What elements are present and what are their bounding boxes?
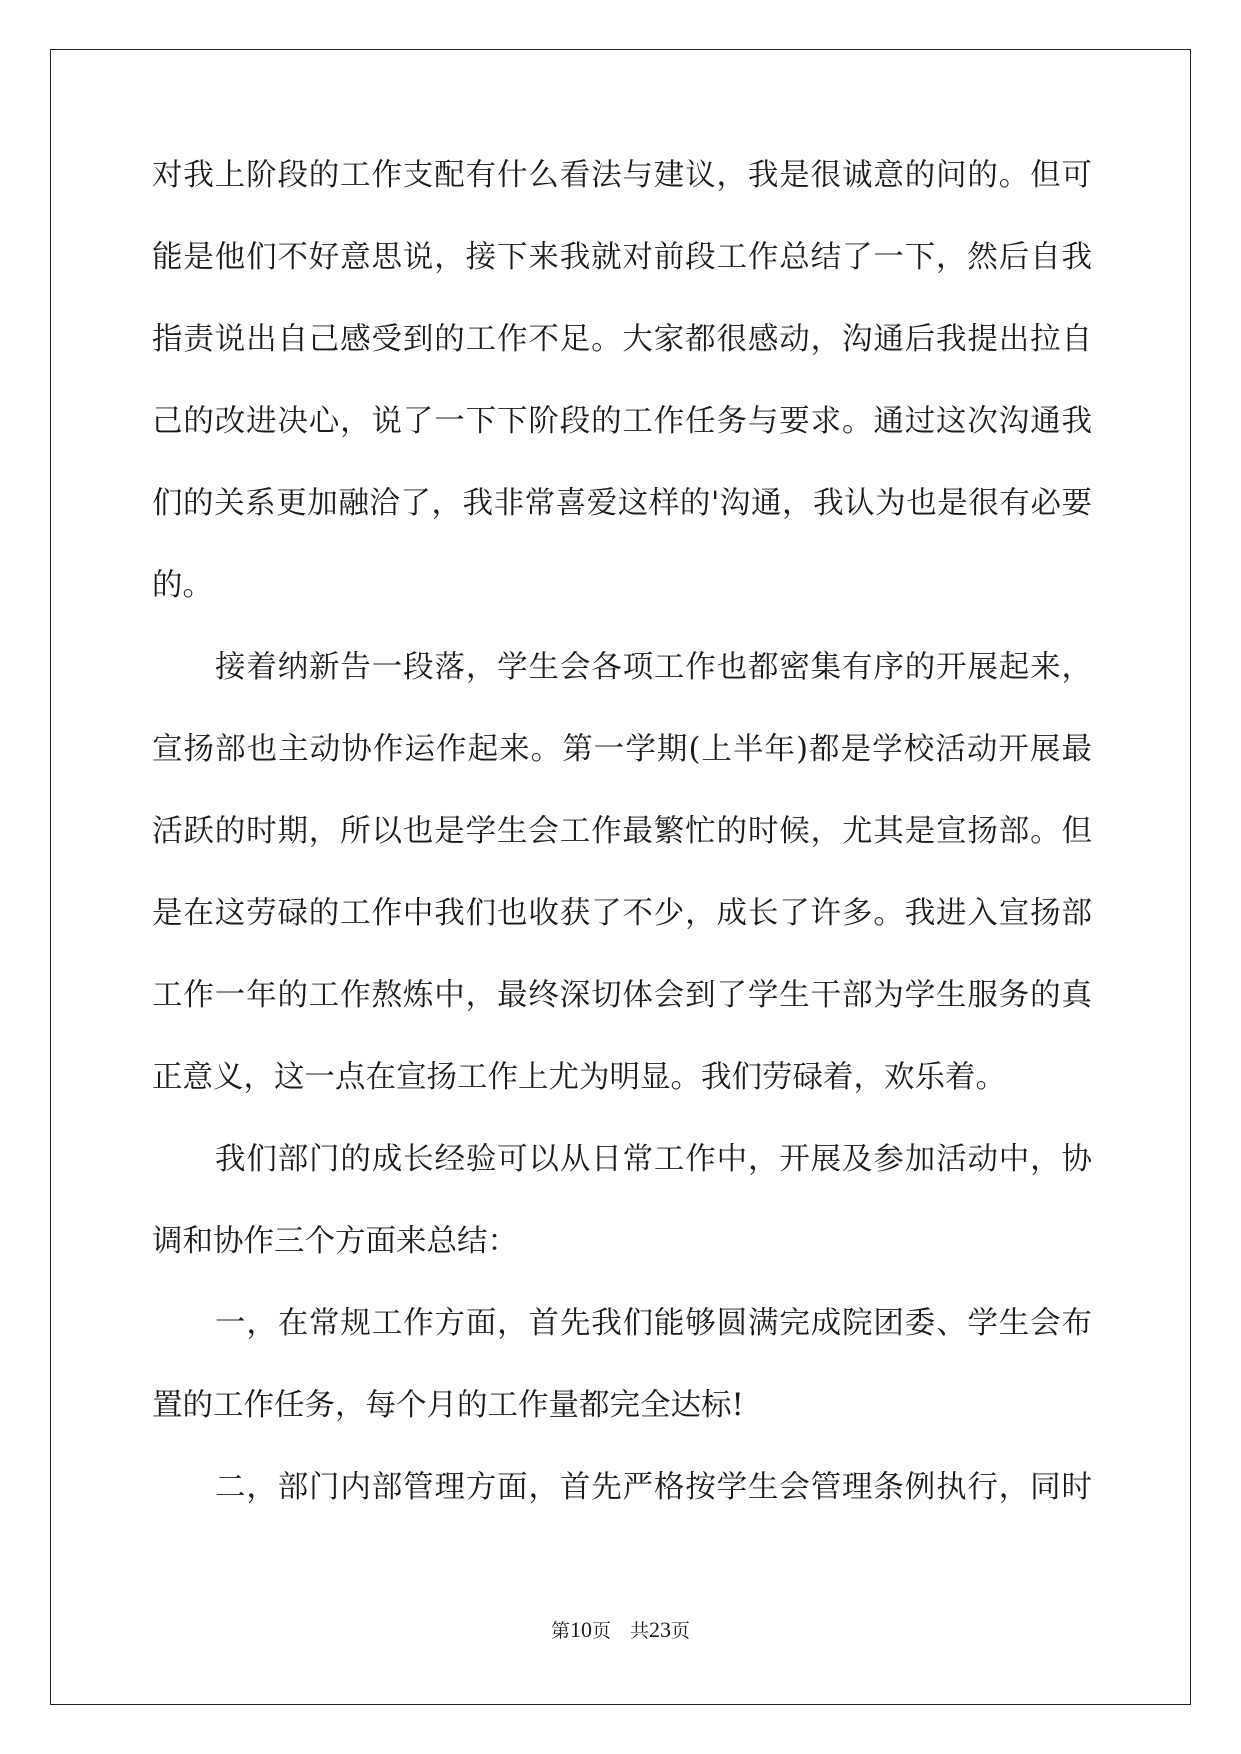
- text-line: 指责说出自己感受到的工作不足。大家都很感动，沟通后我提出拉自: [152, 322, 1092, 357]
- text-line: 宣扬部也主动协作运作起来。第一学期(上半年)都是学校活动开展最: [152, 732, 1092, 767]
- text-line: 能是他们不好意思说，接下来我就对前段工作总结了一下，然后自我: [152, 240, 1092, 275]
- paragraph-start-line: 我们部门的成长经验可以从日常工作中，开展及参加活动中，协: [215, 1142, 1092, 1177]
- current-page-number: 10: [569, 1617, 592, 1642]
- footer-prefix: 第: [550, 1620, 570, 1642]
- text-line: 调和协作三个方面来总结：: [152, 1224, 518, 1259]
- text-line: 置的工作任务，每个月的工作量都完全达标!: [152, 1388, 744, 1423]
- text-line: 是在这劳碌的工作中我们也收获了不少，成长了许多。我进入宣扬部: [152, 896, 1092, 931]
- text-line: 己的改进决心，说了一下下阶段的工作任务与要求。通过这次沟通我: [152, 404, 1092, 439]
- text-line: 对我上阶段的工作支配有什么看法与建议，我是很诚意的问的。但可: [152, 158, 1092, 193]
- paragraph-start-line: 接着纳新告一段落，学生会各项工作也都密集有序的开展起来，: [215, 650, 1092, 685]
- total-page-number: 23: [649, 1617, 671, 1642]
- text-line: 活跃的时期，所以也是学生会工作最繁忙的时候，尤其是宣扬部。但: [152, 814, 1092, 849]
- footer-mid: 页 共: [591, 1620, 649, 1642]
- text-line: 正意义，这一点在宣扬工作上尤为明显。我们劳碌着，欢乐着。: [152, 1060, 1006, 1095]
- document-body: [152, 158, 1092, 1552]
- text-line: 工作一年的工作熬炼中，最终深切体会到了学生干部为学生服务的真: [152, 978, 1092, 1013]
- paragraph-start-line: 二，部门内部管理方面，首先严格按学生会管理条例执行，同时: [215, 1470, 1092, 1505]
- footer-suffix: 页: [671, 1620, 691, 1642]
- text-line: 的。: [152, 568, 213, 603]
- paragraph-start-line: 一，在常规工作方面，首先我们能够圆满完成院团委、学生会布: [215, 1306, 1092, 1341]
- page-footer: [0, 1616, 1241, 1643]
- text-line: 们的关系更加融洽了，我非常喜爱这样的'沟通，我认为也是很有必要: [152, 486, 1092, 521]
